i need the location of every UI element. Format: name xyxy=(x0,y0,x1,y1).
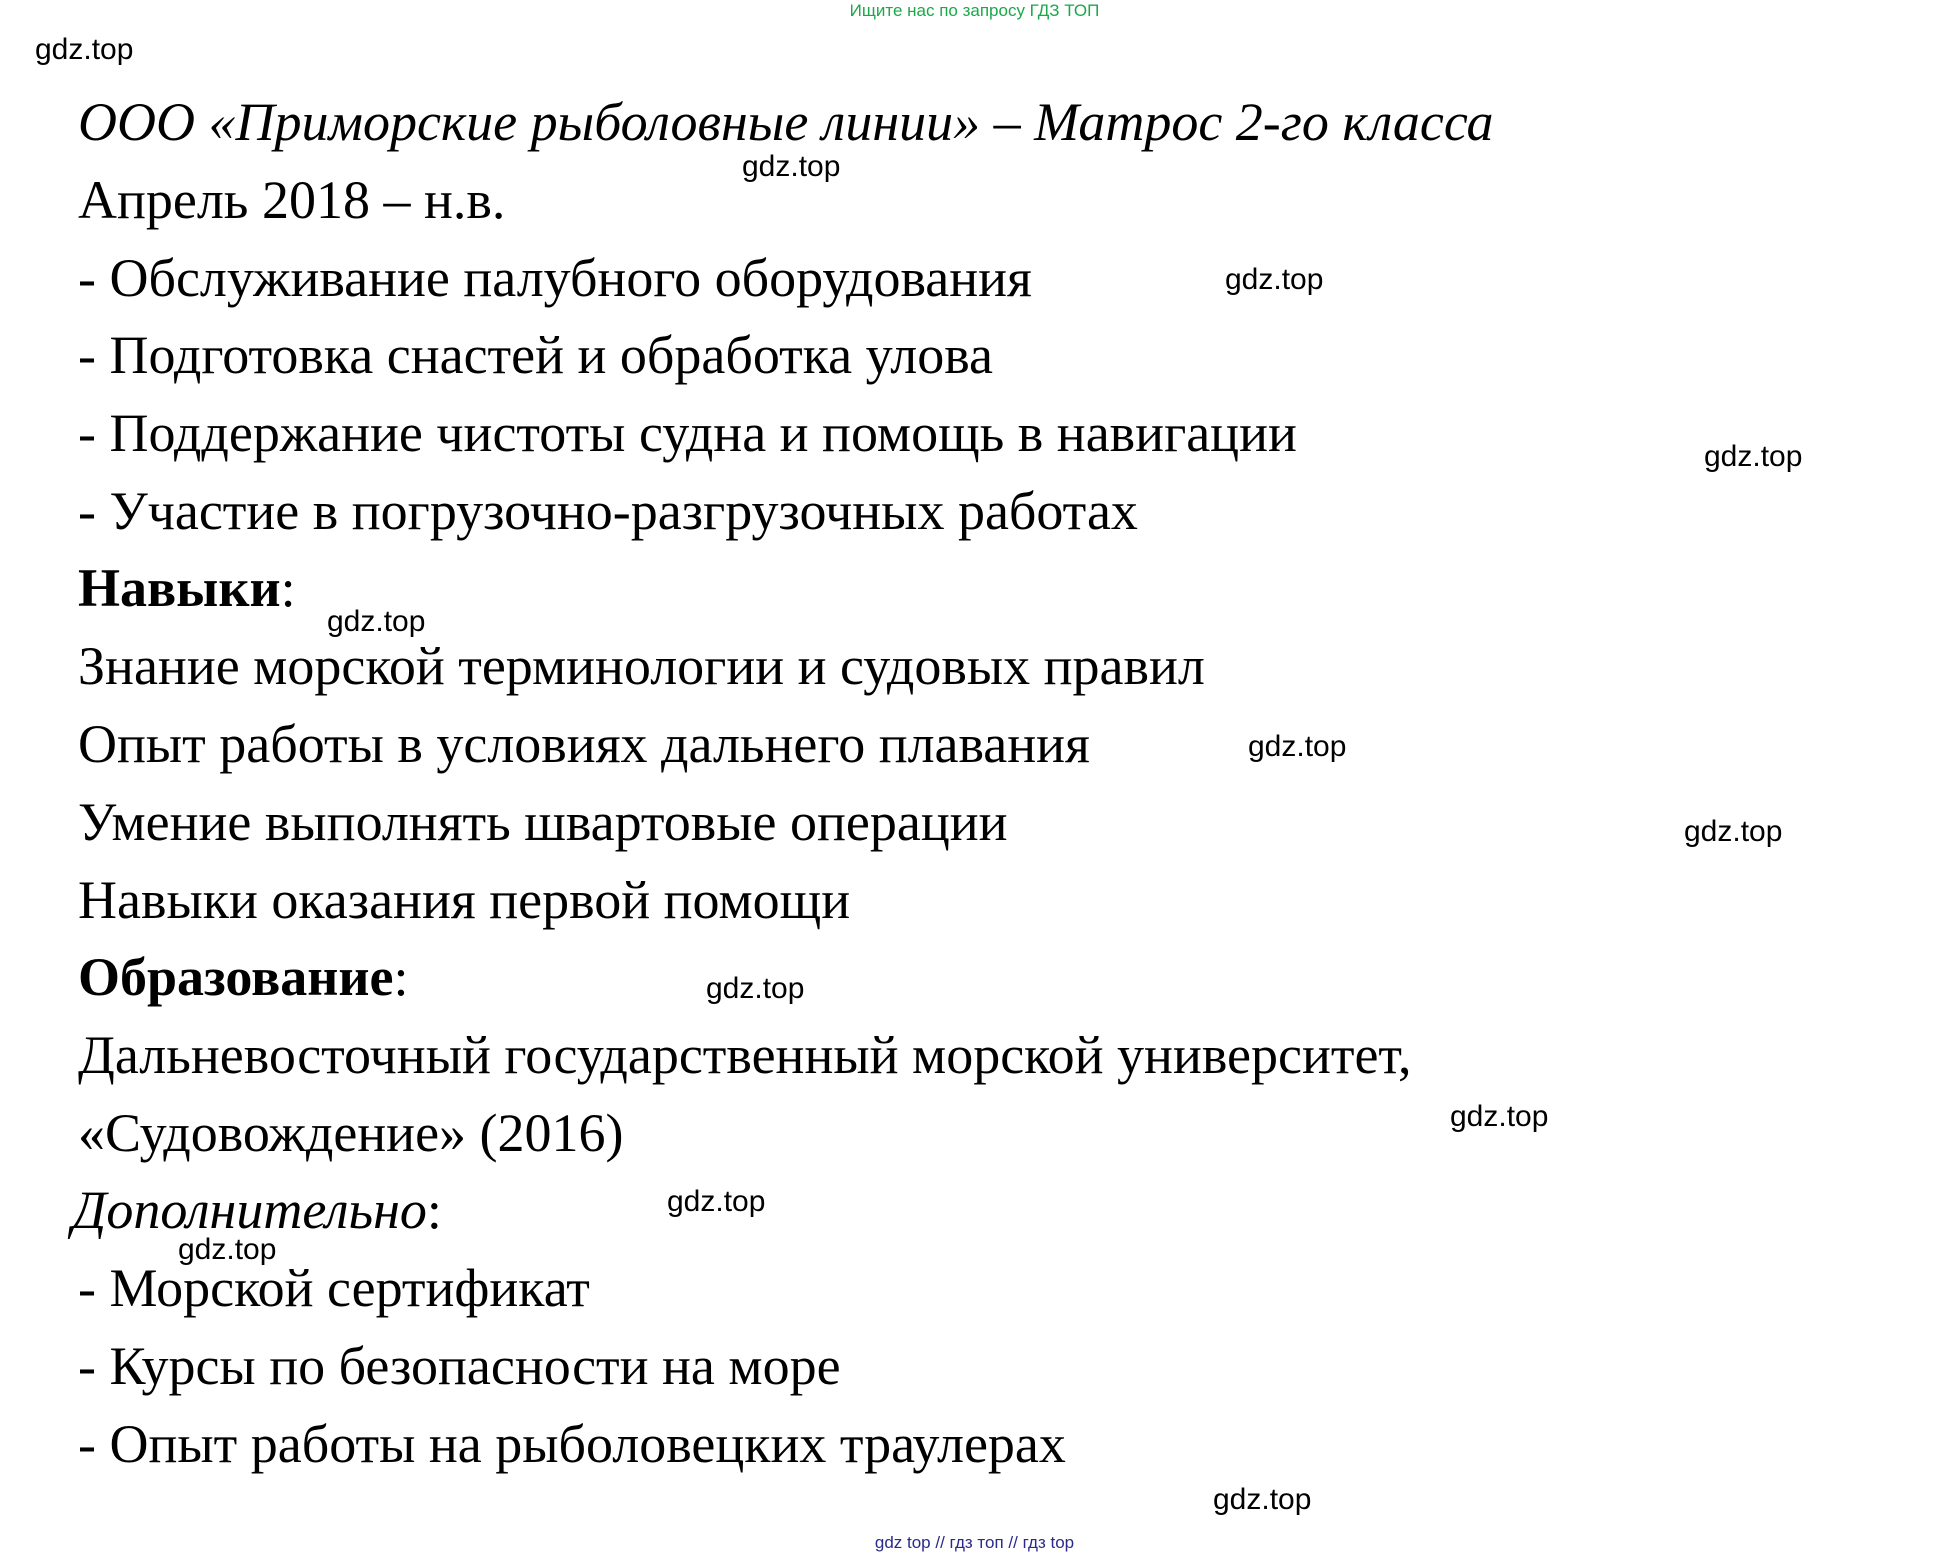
watermark: gdz.top xyxy=(1684,815,1783,848)
watermark: gdz.top xyxy=(1213,1483,1312,1516)
extra-heading xyxy=(72,1178,442,1242)
extra-item: - Опыт работы на рыболовецких траулерах xyxy=(78,1414,1066,1474)
skills-heading-label: Навыки xyxy=(78,558,281,618)
colon: : xyxy=(280,558,296,618)
banner-text: Ищите нас по запросу ГДЗ ТОП xyxy=(849,1,1100,20)
duty-item: - Поддержание чистоты судна и помощь в навигации xyxy=(78,403,1297,463)
colon: : xyxy=(426,1180,442,1240)
duty-item: - Подготовка снастей и обработка улова xyxy=(78,325,993,385)
watermark: gdz.top xyxy=(35,33,134,66)
colon: : xyxy=(393,947,409,1007)
watermark: gdz.top xyxy=(1225,263,1324,296)
watermark: gdz.top xyxy=(178,1233,277,1266)
footer-separator: // xyxy=(1008,1533,1018,1552)
skills-heading xyxy=(78,556,296,620)
watermark: gdz.top xyxy=(327,605,426,638)
footer-separator: // xyxy=(935,1533,945,1552)
watermark: gdz.top xyxy=(1704,440,1803,473)
duty-item: - Обслуживание палубного оборудования xyxy=(78,248,1032,308)
footer-links xyxy=(0,1533,1949,1553)
watermark: gdz.top xyxy=(706,972,805,1005)
watermark: gdz.top xyxy=(1248,730,1347,763)
skill-item: Знание морской терминологии и судовых правил xyxy=(78,636,1205,696)
job-title: ООО «Приморские рыболовные линии» – Матрос 2-го класса xyxy=(78,92,1494,152)
education-line: «Судовождение» (2016) xyxy=(78,1103,624,1163)
watermark: gdz.top xyxy=(742,150,841,183)
skill-item: Опыт работы в условиях дальнего плавания xyxy=(78,714,1090,774)
extra-heading-label: Дополнительно xyxy=(72,1180,427,1240)
footer-link-gdz-top-ru[interactable]: гдз топ xyxy=(949,1533,1004,1552)
watermark: gdz.top xyxy=(667,1185,766,1218)
duty-item: - Участие в погрузочно-разгрузочных работах xyxy=(78,481,1138,541)
watermark: gdz.top xyxy=(1450,1100,1549,1133)
extra-item: - Морской сертификат xyxy=(78,1258,590,1318)
skill-item: Навыки оказания первой помощи xyxy=(78,870,851,930)
skill-item: Умение выполнять швартовые операции xyxy=(78,792,1008,852)
education-heading-label: Образование xyxy=(78,947,394,1007)
top-banner xyxy=(0,0,1949,22)
education-heading xyxy=(78,945,408,1009)
extra-item: - Курсы по безопасности на море xyxy=(78,1336,841,1396)
footer-link-gdz-top[interactable]: gdz top xyxy=(874,1533,931,1552)
education-line: Дальневосточный государственный морской университет, xyxy=(78,1025,1412,1085)
job-period: Апрель 2018 – н.в. xyxy=(78,170,506,230)
footer-link-gdz-top-mixed[interactable]: гдз top xyxy=(1022,1533,1075,1552)
